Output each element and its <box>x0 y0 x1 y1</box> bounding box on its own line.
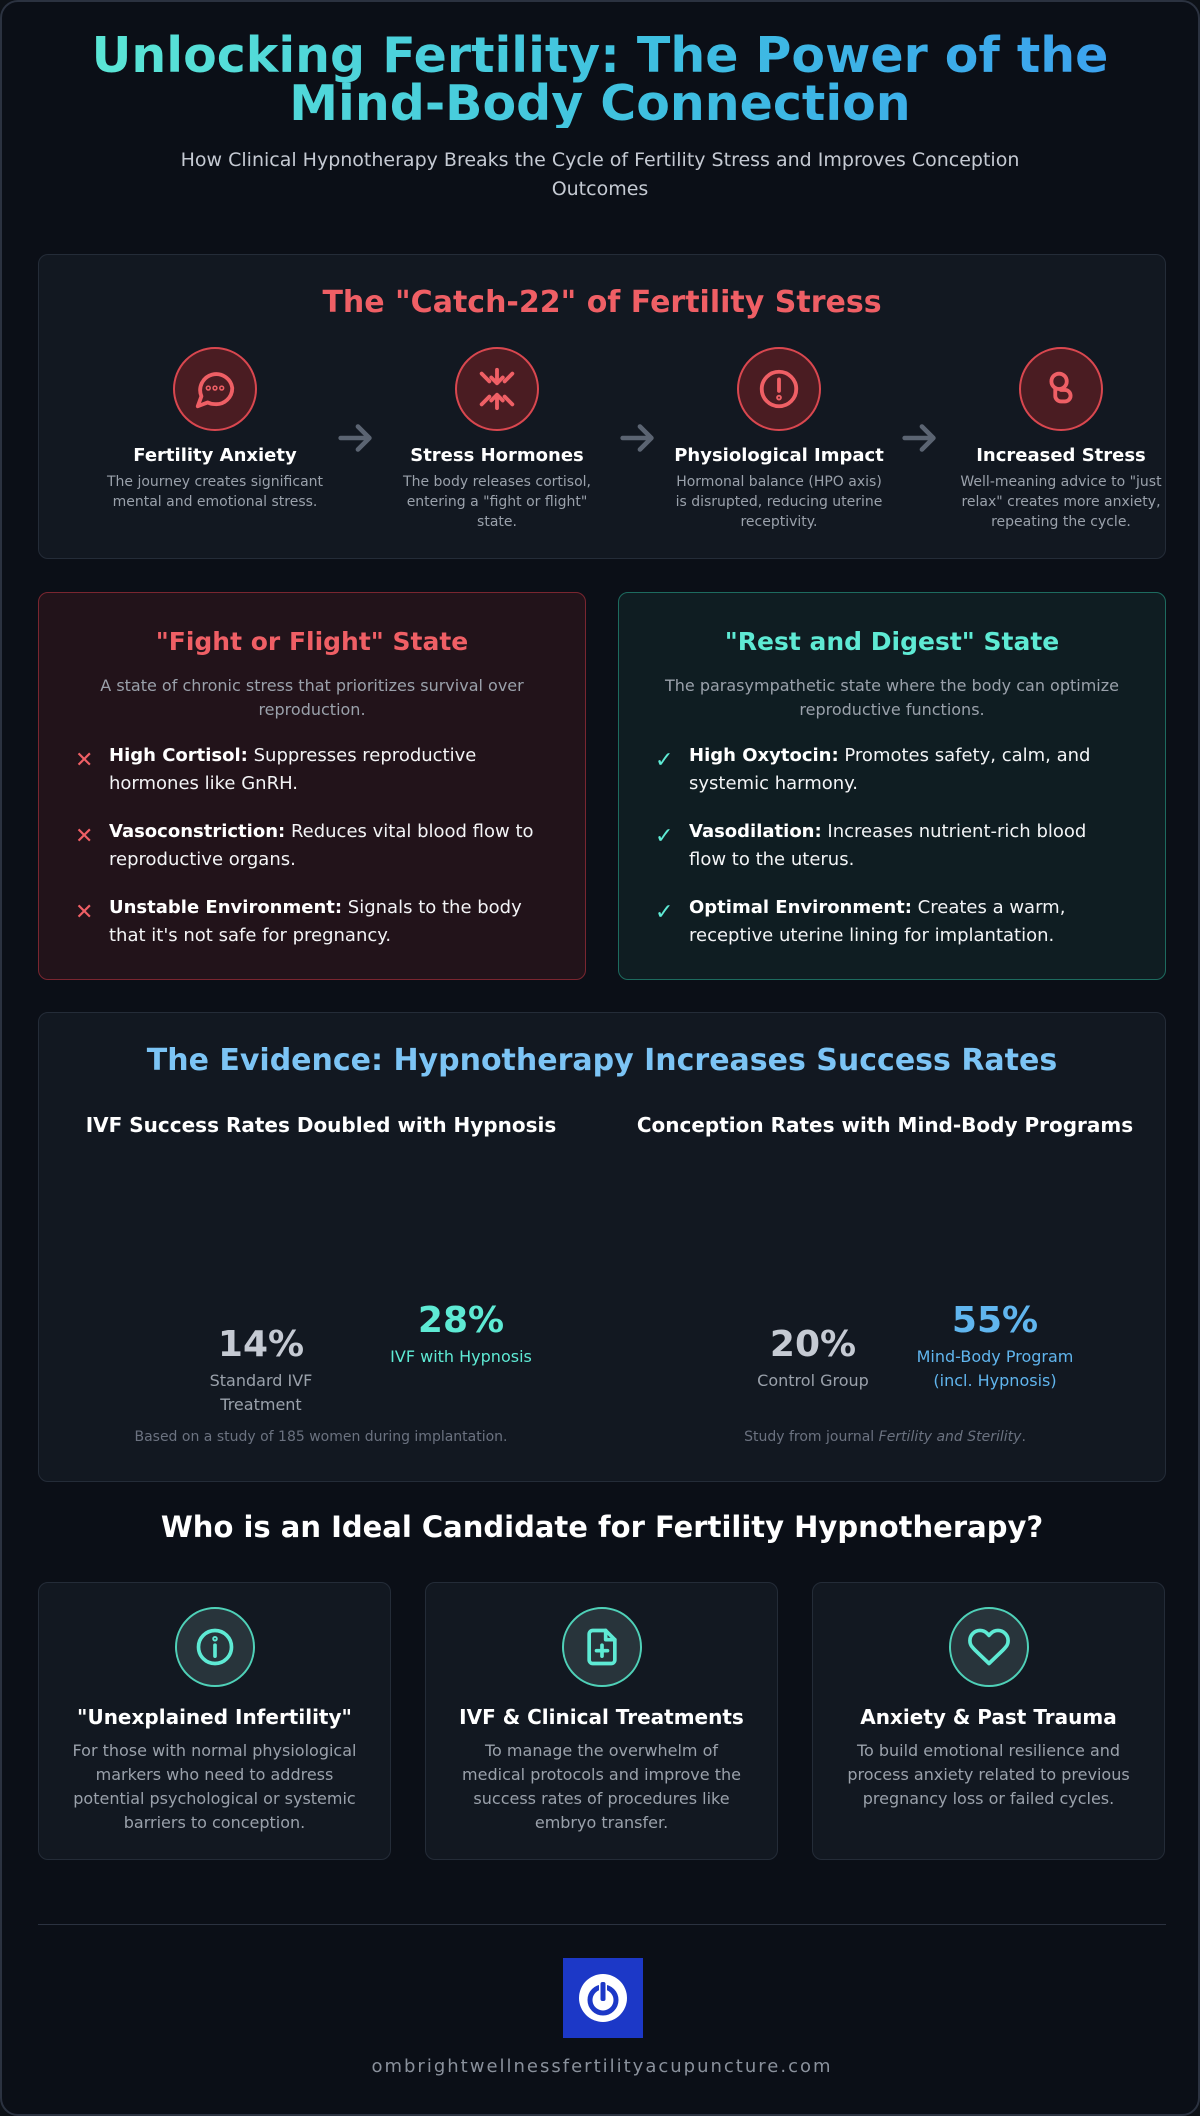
item-text: Reduces vital blood flow to reproductive organs. <box>109 821 534 870</box>
x-mark-icon: ✕ <box>75 748 94 773</box>
card-title: Anxiety & Past Trauma <box>860 1705 1117 1729</box>
x-mark-icon: ✕ <box>75 900 94 925</box>
card-description: For those with normal physiological markers who need to address potential psychological or systemic barriers to conception. <box>72 1741 357 1832</box>
footer-divider <box>38 1924 1166 1925</box>
power-logo-icon <box>563 1958 643 2038</box>
step-description: Hormonal balance (HPO axis) is disrupted, reducing uterine receptivity. <box>675 474 883 530</box>
list-item <box>75 742 549 798</box>
list-item <box>75 818 549 874</box>
list-item <box>655 818 1129 874</box>
rest-state-description: The parasympathetic state where the body can optimize reproductive functions. <box>664 676 1119 719</box>
alert-circle-icon <box>737 347 821 431</box>
list-item <box>655 894 1129 950</box>
heart-icon <box>949 1607 1029 1687</box>
card-description: To manage the overwhelm of medical protocols and improve the success rates of procedures like embryo transfer. <box>462 1741 741 1832</box>
cycle-title: The "Catch-22" of Fertility Stress <box>322 285 882 320</box>
cycle-step <box>669 347 889 532</box>
rest-and-digest-card <box>618 592 1166 980</box>
bar-ivf-hypnosis <box>381 1301 541 1369</box>
header <box>2 2 1198 204</box>
journal-name: Fertility and Sterility <box>878 1429 1022 1445</box>
candidate-card <box>812 1582 1165 1860</box>
bar-standard-ivf <box>181 1325 341 1417</box>
item-label: High Cortisol: <box>109 745 248 766</box>
arrow-right-icon <box>333 415 379 461</box>
card-title: "Unexplained Infertility" <box>77 1705 352 1729</box>
bar-mind-body-program <box>915 1301 1075 1393</box>
cycle-steps <box>39 347 1167 547</box>
loop-icon <box>1019 347 1103 431</box>
step-title: Physiological Impact <box>674 445 884 466</box>
cycle-step <box>951 347 1171 532</box>
step-description: Well-meaning advice to "just relax" creates more anxiety, repeating the cycle. <box>960 474 1162 530</box>
fight-state-description: A state of chronic stress that prioritizes survival over reproduction. <box>100 676 524 719</box>
bar-value-label: 14% <box>217 1324 305 1365</box>
item-text: Signals to the body that it's not safe for pregnancy. <box>109 897 522 946</box>
list-item <box>655 742 1129 798</box>
stress-cycle-panel <box>38 254 1166 559</box>
card-description: To build emotional resilience and process anxiety related to previous pregnancy loss or failed cycles. <box>847 1741 1130 1808</box>
chat-bubble-icon <box>173 347 257 431</box>
item-text: Suppresses reproductive hormones like GnRH. <box>109 745 477 794</box>
item-text: Creates a warm, receptive uterine lining for implantation. <box>689 897 1066 946</box>
evidence-title: The Evidence: Hypnotherapy Increases Success Rates <box>146 1043 1058 1078</box>
item-label: Vasodilation: <box>689 821 822 842</box>
bar-category-label: IVF with Hypnosis <box>390 1347 532 1366</box>
ivf-success-chart <box>39 1113 603 1453</box>
step-title: Stress Hormones <box>410 445 584 466</box>
candidates-title: Who is an Ideal Candidate for Fertility Hypnotherapy? <box>160 1510 1044 1544</box>
x-mark-icon: ✕ <box>75 824 94 849</box>
cycle-step <box>105 347 325 512</box>
card-title: IVF & Clinical Treatments <box>459 1705 744 1729</box>
chart-title: Conception Rates with Mind-Body Programs <box>636 1113 1134 1137</box>
check-mark-icon: ✓ <box>655 824 674 849</box>
medical-file-icon <box>562 1607 642 1687</box>
list-item <box>75 894 549 950</box>
step-description: The journey creates significant mental and emotional stress. <box>106 474 324 510</box>
bar-value-label: 55% <box>951 1300 1039 1341</box>
bar-control-group <box>733 1325 893 1393</box>
step-title: Increased Stress <box>976 445 1146 466</box>
item-text: Promotes safety, calm, and systemic harmony. <box>689 745 1091 794</box>
check-mark-icon: ✓ <box>655 900 674 925</box>
step-title: Fertility Anxiety <box>133 445 297 466</box>
page-subtitle: How Clinical Hypnotherapy Breaks the Cycle of Fertility Stress and Improves Conception Outcomes <box>180 149 1020 200</box>
chart-source: Based on a study of 185 women during implantation. <box>134 1429 508 1445</box>
item-label: High Oxytocin: <box>689 745 839 766</box>
fight-state-list <box>75 742 549 950</box>
fight-or-flight-card <box>38 592 586 980</box>
step-description: The body releases cortisol, entering a "fight or flight" state. <box>403 474 591 530</box>
bar-value-label: 28% <box>417 1300 505 1341</box>
item-label: Vasoconstriction: <box>109 821 286 842</box>
item-text: Increases nutrient-rich blood flow to the uterus. <box>689 821 1087 870</box>
item-label: Optimal Environment: <box>689 897 912 918</box>
item-label: Unstable Environment: <box>109 897 343 918</box>
arrow-right-icon <box>615 415 661 461</box>
arrow-right-icon <box>897 415 943 461</box>
website-url[interactable]: ombrightwellnessfertilityacupuncture.com <box>371 2056 833 2077</box>
bar-category-label: Control Group <box>757 1371 869 1390</box>
bar-category-label: Standard IVF Treatment <box>209 1371 313 1414</box>
info-icon <box>175 1607 255 1687</box>
candidate-card <box>38 1582 391 1860</box>
check-mark-icon: ✓ <box>655 748 674 773</box>
compress-arrows-icon <box>455 347 539 431</box>
cycle-step <box>387 347 607 532</box>
chart-title: IVF Success Rates Doubled with Hypnosis <box>85 1113 557 1137</box>
bar-category-label: Mind-Body Program (incl. Hypnosis) <box>916 1347 1074 1390</box>
rest-state-title: "Rest and Digest" State <box>724 627 1060 656</box>
page-title: Unlocking Fertility: The Power of the Mind-Body Connection <box>30 32 1170 128</box>
chart-source: Study from journal Fertility and Sterility. <box>744 1429 1026 1445</box>
evidence-panel <box>38 1012 1166 1482</box>
fight-state-title: "Fight or Flight" State <box>155 627 469 656</box>
candidate-card <box>425 1582 778 1860</box>
conception-rates-chart <box>603 1113 1167 1453</box>
rest-state-list <box>655 742 1129 950</box>
bar-value-label: 20% <box>769 1324 857 1365</box>
